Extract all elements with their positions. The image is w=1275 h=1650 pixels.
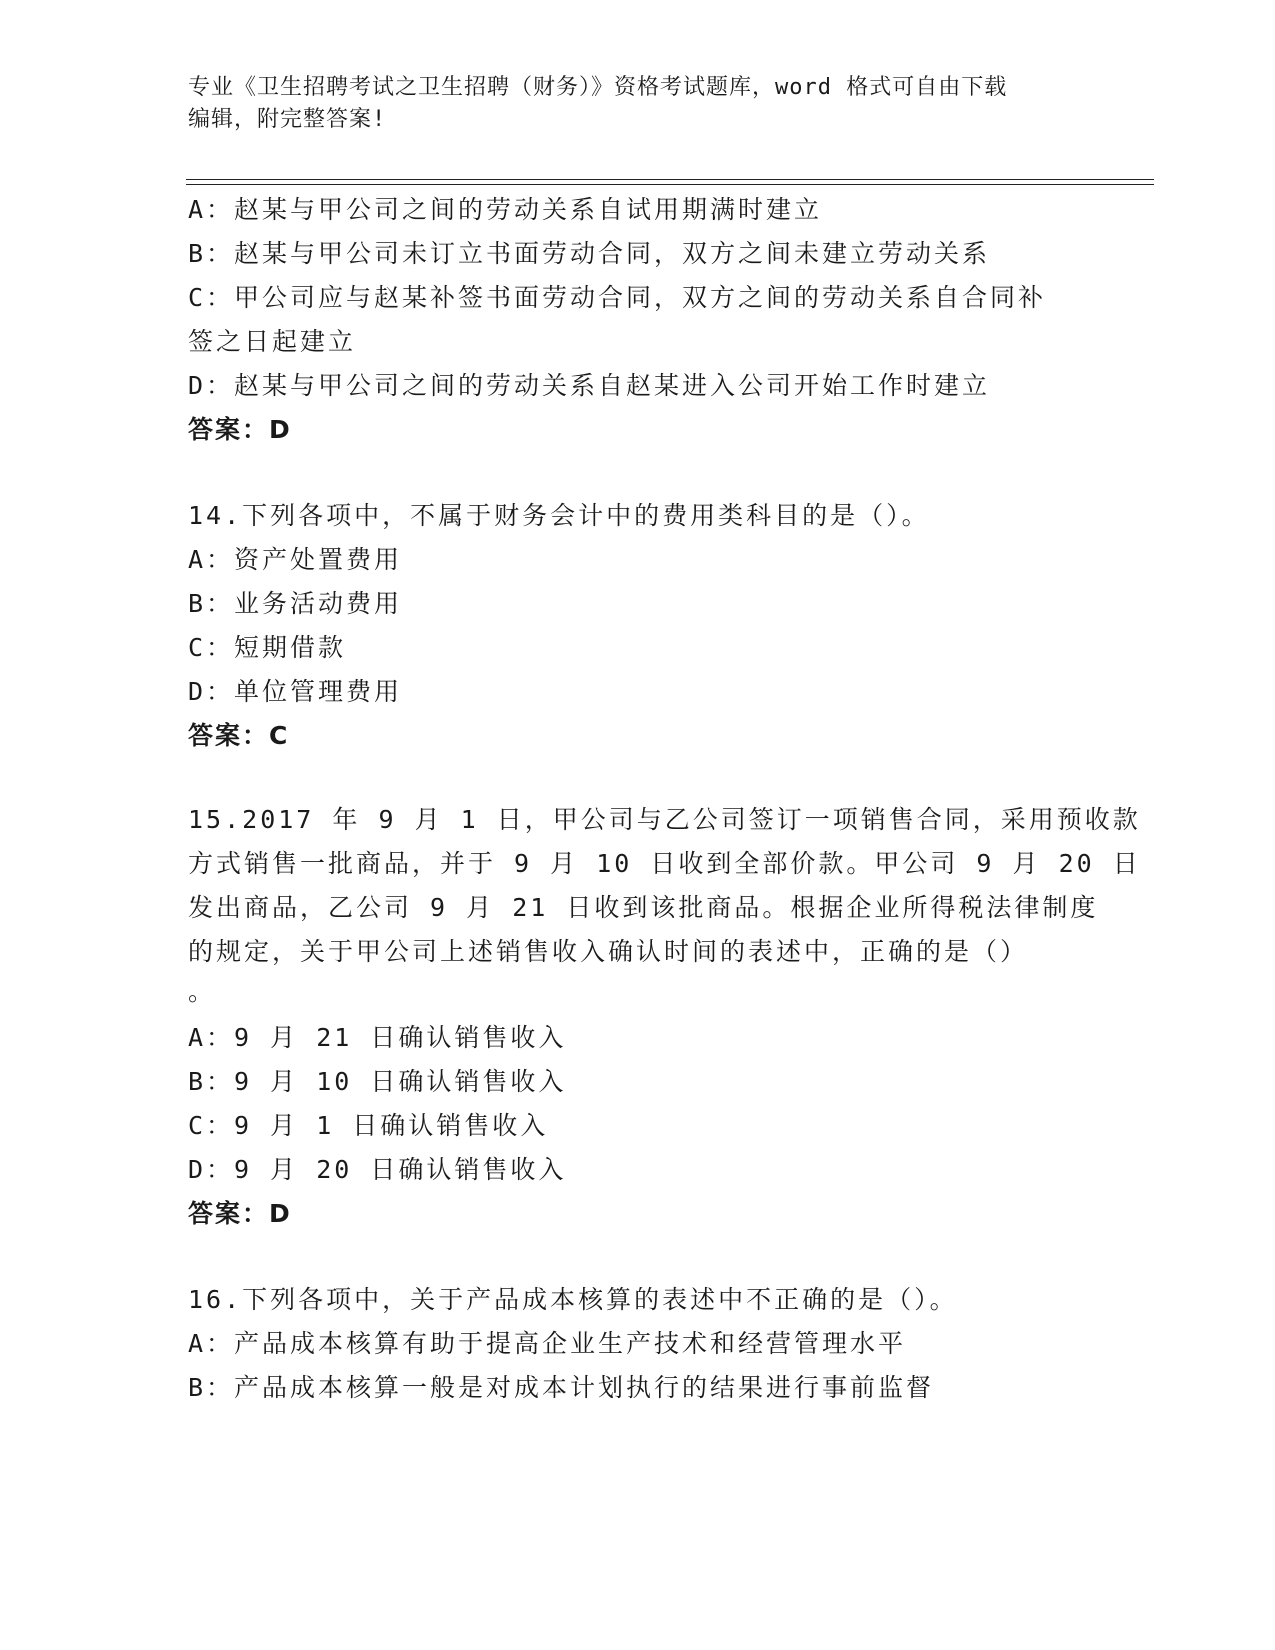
q13-option-c: C：甲公司应与赵某补签书面劳动合同，双方之间的劳动关系自合同补: [188, 283, 1047, 312]
q13-option-d: D：赵某与甲公司之间的劳动关系自赵某进入公司开始工作时建立: [188, 371, 991, 400]
q13-option-b: B：赵某与甲公司未订立书面劳动合同，双方之间未建立劳动关系: [188, 239, 991, 268]
header-line-1: 专业《卫生招聘考试之卫生招聘（财务）》资格考试题库，word 格式可自由下载: [188, 75, 1008, 100]
q15-question-cont-2: 发出商品，乙公司 9 月 21 日收到该批商品。根据企业所得税法律制度: [188, 893, 1099, 922]
q15-option-b: B：9 月 10 日确认销售收入: [188, 1067, 567, 1096]
q13-option-a: A：赵某与甲公司之间的劳动关系自试用期满时建立: [188, 195, 823, 224]
q15-option-c: C：9 月 1 日确认销售收入: [188, 1111, 549, 1140]
q15-option-d: D：9 月 20 日确认销售收入: [188, 1155, 567, 1184]
q15-question: 15.2017 年 9 月 1 日，甲公司与乙公司签订一项销售合同，采用预收款: [188, 805, 1141, 834]
q14-option-c: C：短期借款: [188, 633, 347, 662]
q15-option-a: A：9 月 21 日确认销售收入: [188, 1023, 567, 1052]
q14-option-d: D：单位管理费用: [188, 677, 403, 706]
q14-answer: 答案：C: [188, 721, 290, 750]
q14-option-a: A：资产处置费用: [188, 545, 403, 574]
q16-option-a: A：产品成本核算有助于提高企业生产技术和经营管理水平: [188, 1329, 907, 1358]
q14-question: 14.下列各项中，不属于财务会计中的费用类科目的是（）。: [188, 501, 930, 530]
q15-question-cont-3: 的规定，关于甲公司上述销售收入确认时间的表述中，正确的是（）: [188, 937, 1029, 966]
header-divider-top: [186, 179, 1154, 180]
header-divider-bottom: [186, 184, 1154, 185]
q13-option-c-cont: 签之日起建立: [188, 327, 357, 356]
q15-answer: 答案：D: [188, 1199, 292, 1228]
q15-question-cont-4: 。: [188, 977, 217, 1006]
q15-question-cont-1: 方式销售一批商品，并于 9 月 10 日收到全部价款。甲公司 9 月 20 日: [188, 849, 1141, 878]
document-header: [188, 72, 1088, 136]
q16-question: 16.下列各项中，关于产品成本核算的表述中不正确的是（）。: [188, 1285, 958, 1314]
header-line-2: 编辑，附完整答案!: [188, 107, 387, 132]
q13-answer: 答案：D: [188, 415, 292, 444]
q16-option-b: B：产品成本核算一般是对成本计划执行的结果进行事前监督: [188, 1373, 935, 1402]
q14-option-b: B：业务活动费用: [188, 589, 403, 618]
